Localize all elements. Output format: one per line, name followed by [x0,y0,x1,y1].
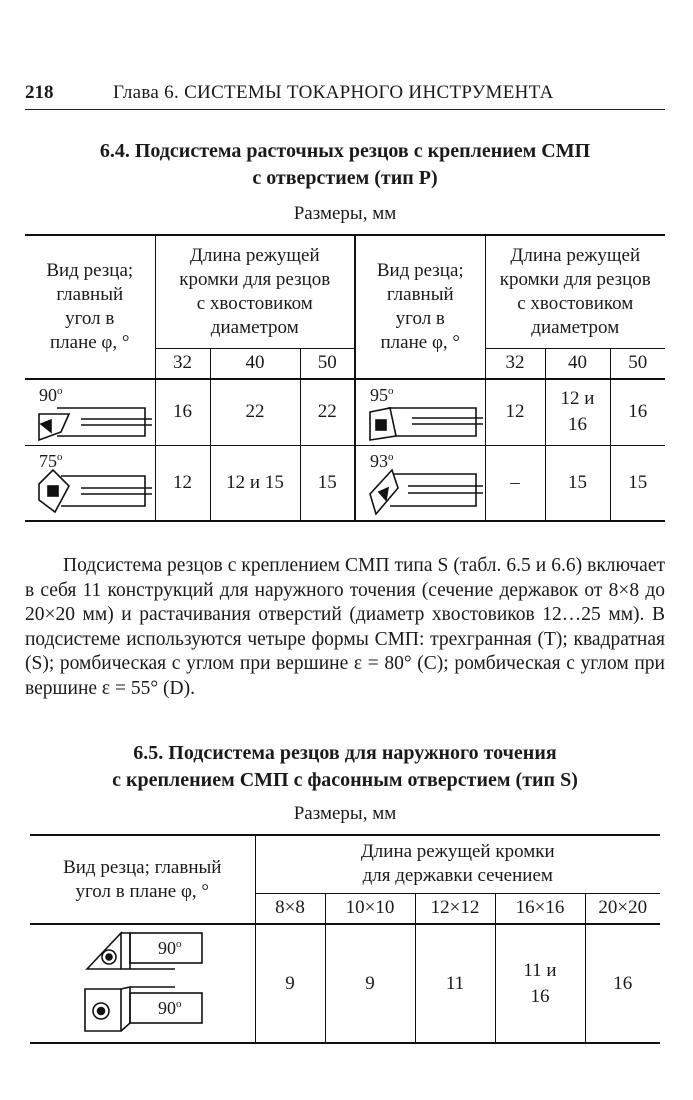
diameter-header: 50 [610,348,665,379]
tool-cell [25,445,155,521]
value-cell: 11 и 16 [495,924,585,1043]
value-cell: – [485,445,545,521]
angle-label: 90$^o$ [158,998,182,1018]
diameter-header: 32 [155,348,210,379]
section-header: 12×12 [415,893,495,924]
tool-cell [25,379,155,445]
angle-label: 75$^o$ [39,450,63,471]
angle-label: 93$^o$ [370,450,394,471]
table-6-5-caption-line2: с креплением СМП с фасонным отверстием (тип S) [112,769,578,791]
value-cell: 12 [485,379,545,445]
diameter-header: 40 [210,348,300,379]
value-cell: 12 и 15 [210,445,300,521]
table-6-4-caption-line1: 6.4. Подсистема расточных резцов с креплением СМП [99,140,591,162]
angle-label: 95$^o$ [370,385,394,405]
value-cell: 16 [155,379,210,445]
col-length-header-right: Длина режущей кромки для резцов с хвостовиком диаметром [485,235,665,348]
turning-tools-icon [75,931,210,1039]
boring-bar-95-icon [368,400,483,444]
boring-bar-90-icon [37,400,152,444]
value-cell: 22 [210,379,300,445]
value-cell: 15 [545,445,610,521]
table-6-5-units: Размеры, мм [293,803,397,824]
section-header: 20×20 [585,893,660,924]
col-type-header: Вид резца; главный угол в плане φ, ° [30,835,255,924]
boring-bar-75-icon [37,466,152,516]
value-cell: 9 [255,924,325,1043]
value-cell: 16 [610,379,665,445]
table-6-4-units: Размеры, мм [293,203,397,224]
value-cell: 22 [300,379,355,445]
diameter-header: 40 [545,348,610,379]
table-6-4 [25,234,665,522]
diameter-header: 50 [300,348,355,379]
tool-cell [355,445,485,521]
boring-bar-93-icon [368,466,483,516]
section-header: 16×16 [495,893,585,924]
value-cell: 16 [613,972,633,994]
table-row [25,379,665,445]
table-row [30,924,660,1043]
section-header: 10×10 [325,893,415,924]
value-cell: 11 [415,924,495,1043]
angle-label: 90$^o$ [158,938,182,958]
table-6-4-caption [25,138,665,192]
col-type-header-right: Вид резца; главный угол в плане φ, ° [355,235,485,379]
tool-cell [355,379,485,445]
page-number: 218 [25,82,54,103]
section-header: 8×8 [255,893,325,924]
col-type-header-left: Вид резца; главный угол в плане φ, ° [25,235,155,379]
table-6-4-caption-line2: с отверстием (тип P) [252,167,438,189]
table-row [25,445,665,521]
value-cell: 15 [628,471,648,493]
diameter-header: 32 [485,348,545,379]
running-head [25,80,665,110]
chapter-title: Глава 6. СИСТЕМЫ ТОКАРНОГО ИНСТРУМЕНТА [113,82,554,103]
value-cell: 12 [155,445,210,521]
body-paragraph: Подсистема резцов с креплением СМП типа S (табл. 6.5 и 6.6) включает в себя 11 конструкций для наружного точения (сечение державок от 8×8 до 20×20 мм) и растачивания отверстий (диаметр хвостовиков 12…25 мм). В подсистеме используются четыре формы СМП: трехгранная (T); квадратная (S); ромбическая с углом при вершине ε = 80° (C); ромбическая с углом при вершине ε = 55° (D). [25,555,665,699]
value-cell: 9 [325,924,415,1043]
tool-cell [30,924,255,1043]
table-6-5 [30,834,660,1044]
col-length-header-left: Длина режущей кромки для резцов с хвостовиком диаметром [155,235,355,348]
angle-label: 90$^o$ [39,385,63,405]
value-cell: 12 и 16 [545,379,610,445]
table-6-5-caption-line1: 6.5. Подсистема резцов для наружного точения [133,742,557,764]
col-length-header: Длина режущей кромки для державки сечением [255,835,660,893]
value-cell: 15 [300,445,355,521]
table-6-5-caption [25,740,665,794]
